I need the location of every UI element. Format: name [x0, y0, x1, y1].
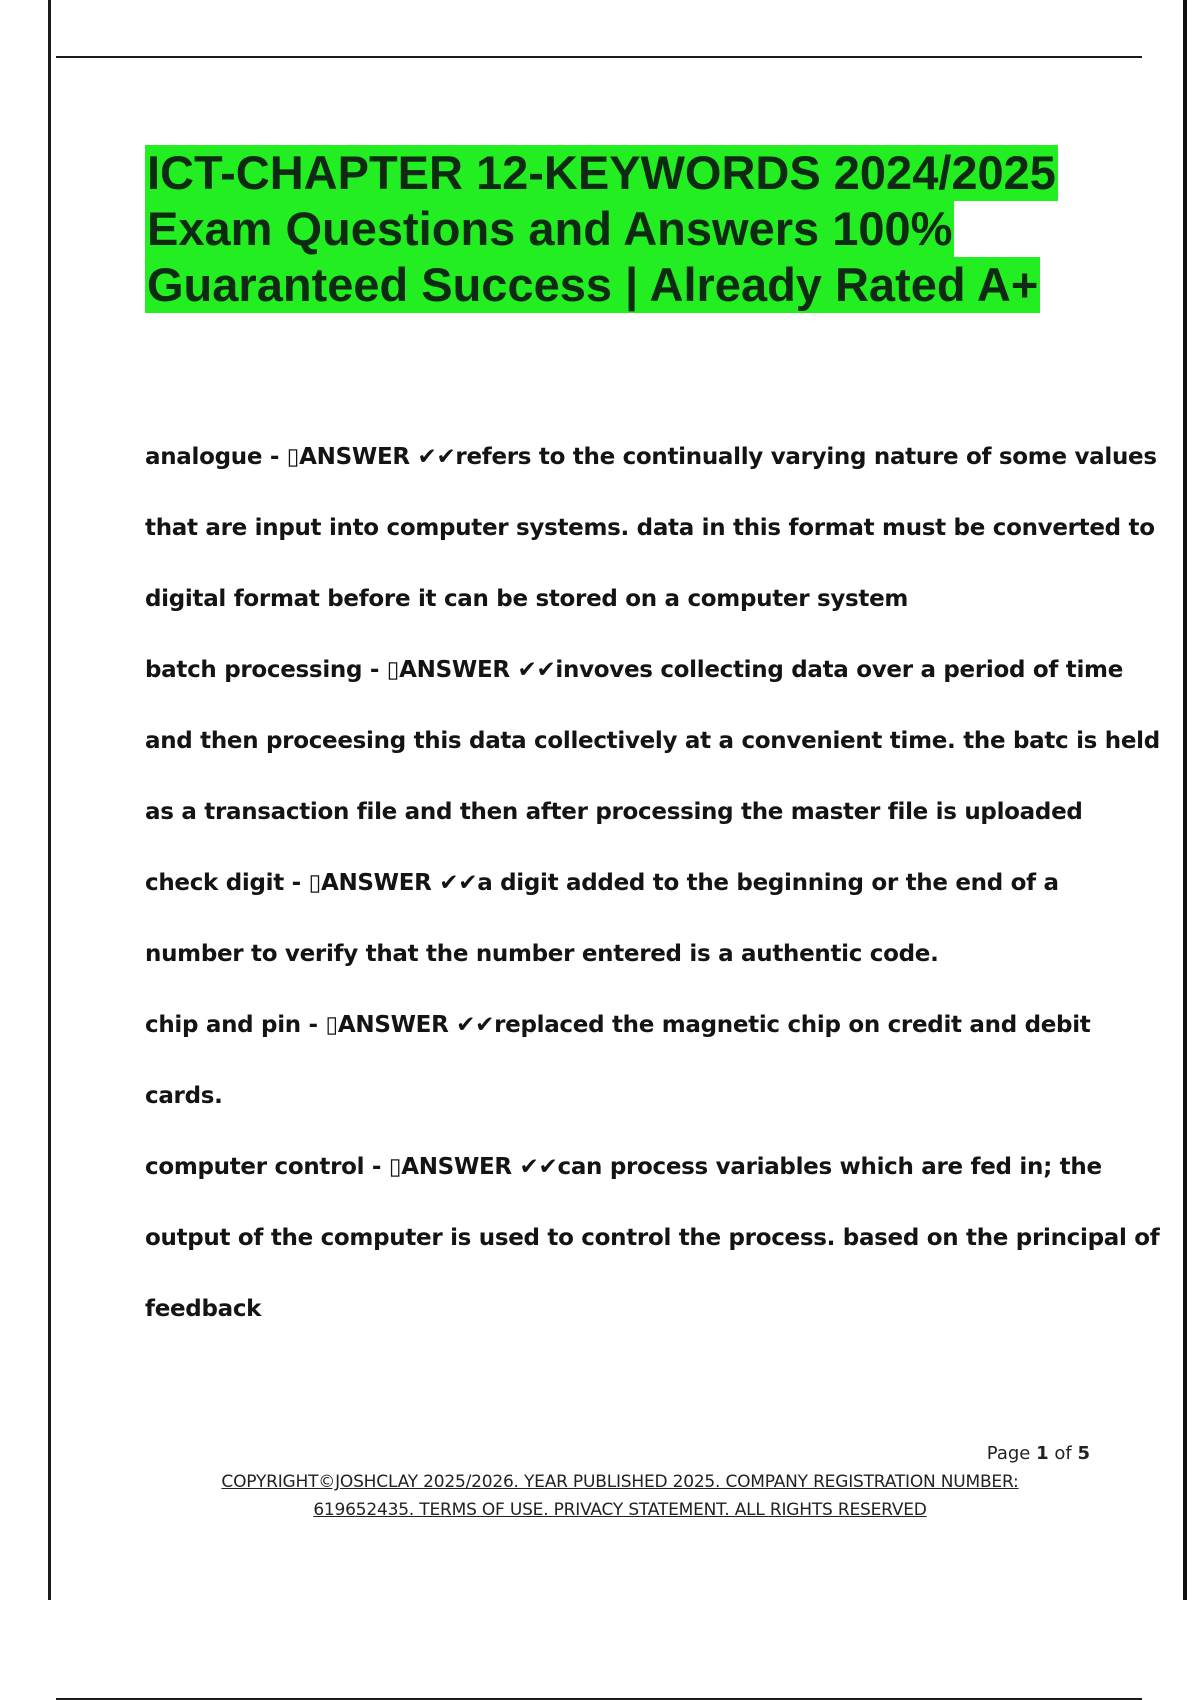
entry-batch-processing	[145, 638, 1160, 851]
page-current: 1	[1036, 1443, 1049, 1464]
document-title	[145, 145, 1105, 313]
page-label: Page	[986, 1443, 1031, 1464]
entry-analogue	[145, 425, 1157, 638]
entry-line: that are input into computer systems. data in this format must be converted to	[145, 515, 1155, 541]
entry-line: batch processing - ▯ANSWER ✔✔invoves collecting data over a period of time	[145, 657, 1124, 683]
entry-line: as a transaction file and then after processing the master file is uploaded	[145, 799, 1083, 825]
page-total: 5	[1077, 1443, 1090, 1464]
page-footer	[150, 1440, 1090, 1524]
copyright-line-1: COPYRIGHT©JOSHCLAY 2025/2026. YEAR PUBLISHED 2025. COMPANY REGISTRATION NUMBER:	[221, 1472, 1019, 1492]
entry-line: computer control - ▯ANSWER ✔✔can process variables which are fed in; the	[145, 1154, 1102, 1180]
entry-line: chip and pin - ▯ANSWER ✔✔replaced the magnetic chip on credit and debit	[145, 1012, 1091, 1038]
title-line-2: Exam Questions and Answers 100%	[147, 202, 953, 255]
entry-line: analogue - ▯ANSWER ✔✔refers to the continually varying nature of some values	[145, 444, 1157, 470]
entry-line: feedback	[145, 1296, 262, 1322]
entry-line: check digit - ▯ANSWER ✔✔a digit added to the beginning or the end of a	[145, 870, 1059, 896]
copyright-line-2: 619652435. TERMS OF USE. PRIVACY STATEMENT. ALL RIGHTS RESERVED	[313, 1500, 927, 1520]
entry-check-digit	[145, 851, 1105, 993]
left-border-line	[48, 0, 51, 1600]
entry-line: number to verify that the number entered is a authentic code.	[145, 941, 939, 967]
entry-chip-and-pin	[145, 993, 1105, 1135]
entry-line: output of the computer is used to control the process. based on the principal of	[145, 1225, 1160, 1251]
entry-line: cards.	[145, 1083, 223, 1109]
right-border-line	[1183, 0, 1187, 1600]
entry-line: and then proceesing this data collectively at a convenient time. the batc is held	[145, 728, 1160, 754]
title-line-1: ICT-CHAPTER 12-KEYWORDS 2024/2025	[147, 146, 1056, 199]
top-rule	[56, 56, 1142, 58]
entry-computer-control	[145, 1135, 1160, 1348]
page-of: of	[1054, 1443, 1072, 1464]
document-body	[145, 425, 1160, 1348]
entry-line: digital format before it can be stored on a computer system	[145, 586, 909, 612]
title-line-3: Guaranteed Success | Already Rated A+	[147, 258, 1039, 311]
page-number	[150, 1440, 1090, 1468]
